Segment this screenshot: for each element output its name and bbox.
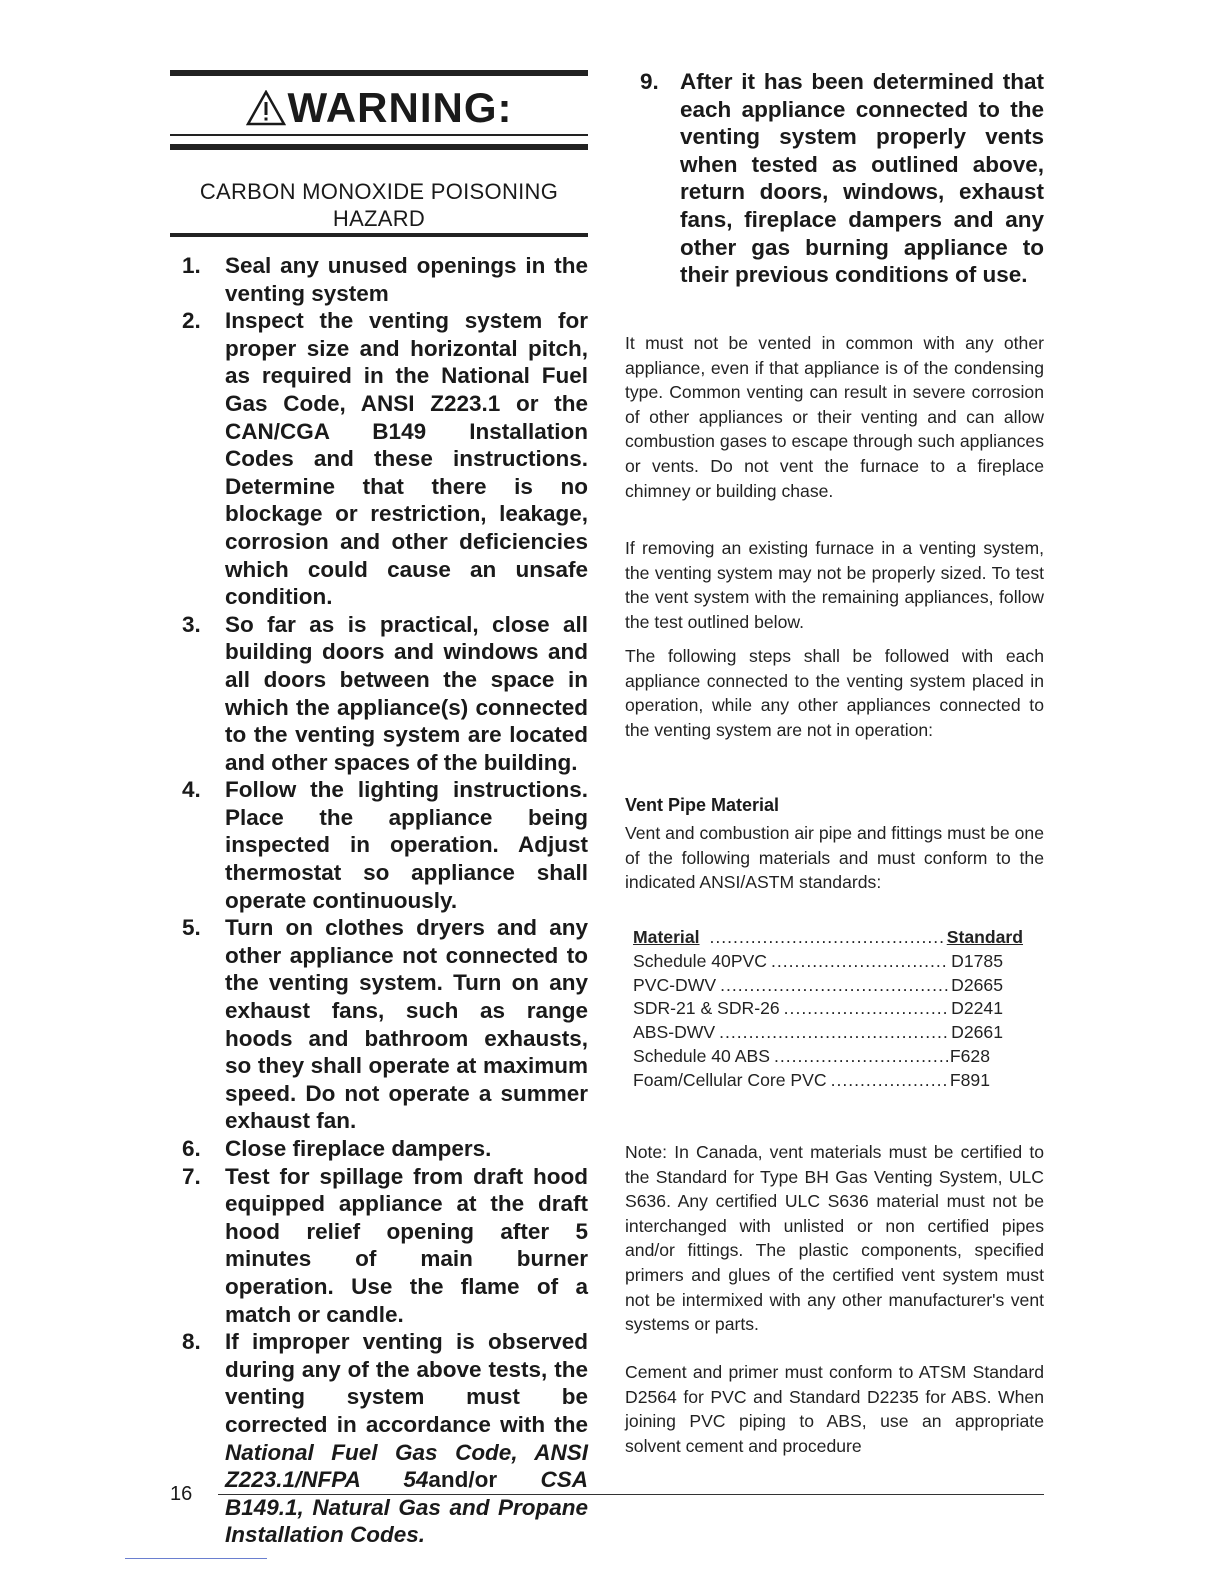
step-text: So far as is practical, close all building doors and windows and all doors between the space in which the appliance(s) connected to the venting system are located and other spaces of the building. — [225, 611, 588, 775]
step-text: Inspect the venting system for proper size and horizontal pitch, as required in the National Fuel Gas Code, ANSI Z223.1 or the CAN/CGA B149 Installation Codes and these instructions. Determine that there is no blockage or restriction, leakage, corrosion and other deficiencies which could cause an unsafe condition. — [225, 308, 588, 610]
step-text: Test for spillage from draft hood equipped appliance at the draft hood relief opening after 5 minutes of main burner operation. Use the flame of a match or candle. — [225, 1163, 588, 1327]
list-item: 1. Seal any unused openings in the venting system — [182, 253, 588, 306]
blue-underline-mark — [125, 1558, 267, 1559]
step-text: If improper venting is observed during any of the above tests, the venting system must be corrected in accordance with the — [225, 1329, 588, 1437]
step-text: Follow the lighting instructions. Place the appliance being inspected in operation. Adjust thermostat so appliance shall operate continuously. — [225, 777, 588, 913]
footer-rule — [218, 1494, 1044, 1495]
warning-rule-thick — [170, 144, 588, 150]
list-item: 8. If improper venting is observed during any of the above tests, the venting system must be corrected in accordance with the National Fuel Gas Code, ANSI Z223.1/NFPA 54and/or CSA B149.1, Natural Gas and Propane Installation Codes. — [182, 1329, 588, 1548]
warning-title-text: WARNING: — [287, 84, 513, 131]
warning-rule-thin — [170, 134, 588, 136]
table-row — [633, 974, 1003, 998]
material-cell: SDR-21 & SDR-26 — [633, 998, 780, 1019]
table-row — [633, 1021, 1003, 1045]
material-header: Material — [633, 927, 700, 947]
warning-title — [170, 82, 588, 134]
material-cell: ABS-DWV — [633, 1022, 716, 1043]
standard-cell: F628 — [949, 1045, 990, 1066]
warning-triangle-icon — [246, 90, 286, 126]
list-item: 7. Test for spillage from draft hood equipped appliance at the draft hood relief opening after 5 minutes of main burner operation. Use the flame of a match or candle. — [182, 1163, 588, 1327]
page-number: 16 — [170, 1483, 193, 1505]
material-cell: Schedule 40 ABS — [633, 1045, 770, 1066]
standard-cell: D2661 — [951, 1022, 1003, 1043]
table-row — [633, 1045, 990, 1069]
material-cell: PVC-DWV — [633, 974, 717, 995]
warning-steps-list — [182, 252, 588, 1549]
warning-top-rule — [170, 70, 588, 76]
paragraph-cement-primer: Cement and primer must conform to ATSM Standard D2564 for PVC and Standard D2235 for ABS. When joining PVC piping to ABS, use an appropriate solvent cement and procedure — [625, 1362, 1044, 1456]
step-text: After it has been determined that each appliance connected to the venting system properly vents when tested as outlined above, return doors, windows, exhaust fans, fireplace dampers and any other gas burning appliance to their previous conditions of use. — [680, 69, 1044, 288]
step-9: 9. After it has been determined that each appliance connected to the venting system properly vents when tested as outlined above, return doors, windows, exhaust fans, fireplace dampers and any other gas burning appliance to their previous conditions of use. — [640, 69, 1044, 288]
step-italic-ref: CSA B149.1, Natural Gas and Propane Installation Codes. — [225, 1467, 588, 1548]
paragraph-test-steps: The following steps shall be followed with each appliance connected to the venting system placed in operation, while any other appliances connected to the venting system are not in operation: — [625, 646, 1044, 740]
standard-cell: D2241 — [951, 998, 1003, 1019]
list-item: 3. So far as is practical, close all building doors and windows and all doors between the space in which the appliance(s) connected to the venting system are located and other spaces of the building. — [182, 611, 588, 775]
step-join: and/or — [428, 1467, 498, 1493]
standard-cell: D2665 — [951, 974, 1003, 995]
step-italic-ref: National Fuel Gas Code, ANSI Z223.1/NFPA 54 — [225, 1439, 588, 1493]
paragraph-vent-pipe: Vent and combustion air pipe and fittings must be one of the following materials and must conform to the indicated ANSI/ASTM standards: — [625, 823, 1044, 893]
list-item: 2. Inspect the venting system for proper size and horizontal pitch, as required in the National Fuel Gas Code, ANSI Z223.1 or the CAN/CGA B149 Installation Codes and these instructions. Determine that there is no blockage or restriction, leakage, corrosion and other deficiencies which could cause an unsafe condition. — [182, 308, 588, 610]
material-cell: Schedule 40PVC — [633, 950, 767, 971]
materials-table — [633, 926, 1023, 1093]
material-cell: Foam/Cellular Core PVC — [633, 1069, 827, 1090]
table-row — [633, 997, 1003, 1021]
standard-header: Standard — [946, 927, 1023, 947]
table-row — [633, 950, 1003, 974]
standard-cell: D1785 — [951, 950, 1003, 971]
hazard-rule — [170, 233, 588, 237]
step-text: Seal any unused openings in the venting system — [225, 253, 588, 306]
step-text: Close fireplace dampers. — [225, 1136, 492, 1161]
paragraph-canada-note: Note: In Canada, vent materials must be certified to the Standard for Type BH Gas Venting System, ULC S636. Any certified ULC S636 material must not be interchanged with unlisted or non certified pipes and/or fittings. The plastic components, specified primers and glues of the certified vent system must not be intermixed with any other manufacturer's vent systems or parts. — [625, 1142, 1044, 1335]
paragraph-removing-furnace: If removing an existing furnace in a venting system, the venting system may not be properly sized. To test the vent system with the remaining appliances, follow the test outlined below. — [625, 538, 1044, 632]
vent-pipe-heading: Vent Pipe Material — [625, 795, 780, 815]
list-item: 5. Turn on clothes dryers and any other appliance not connected to the venting system. Turn on any exhaust fans, such as range hoods and bathroom exhausts, so they shall operate at maximum speed. Do not operate a summer exhaust fan. — [182, 915, 588, 1134]
hazard-title: CARBON MONOXIDE POISONING HAZARD — [199, 179, 559, 231]
list-item: 4. Follow the lighting instructions. Place the appliance being inspected in operation. Adjust thermostat so appliance shall operate continuously. — [182, 777, 588, 913]
paragraph-common-venting: It must not be vented in common with any other appliance, even if that appliance is of the condensing type. Common venting can result in severe corrosion of other appliances or their venting and can allow combustion gases to escape through such appliances or vents. Do not vent the furnace to a fireplace chimney or building chase. — [625, 333, 1044, 501]
list-item: 6. Close fireplace dampers. — [182, 1136, 492, 1161]
table-row — [633, 1069, 990, 1093]
step-text: Turn on clothes dryers and any other appliance not connected to the venting system. Turn on any exhaust fans, such as range hoods and bathroom exhausts, so they shall operate at maximum speed. Do not operate a summer exhaust fan. — [225, 915, 588, 1134]
table-header — [633, 926, 1023, 950]
standard-cell: F891 — [949, 1069, 990, 1090]
